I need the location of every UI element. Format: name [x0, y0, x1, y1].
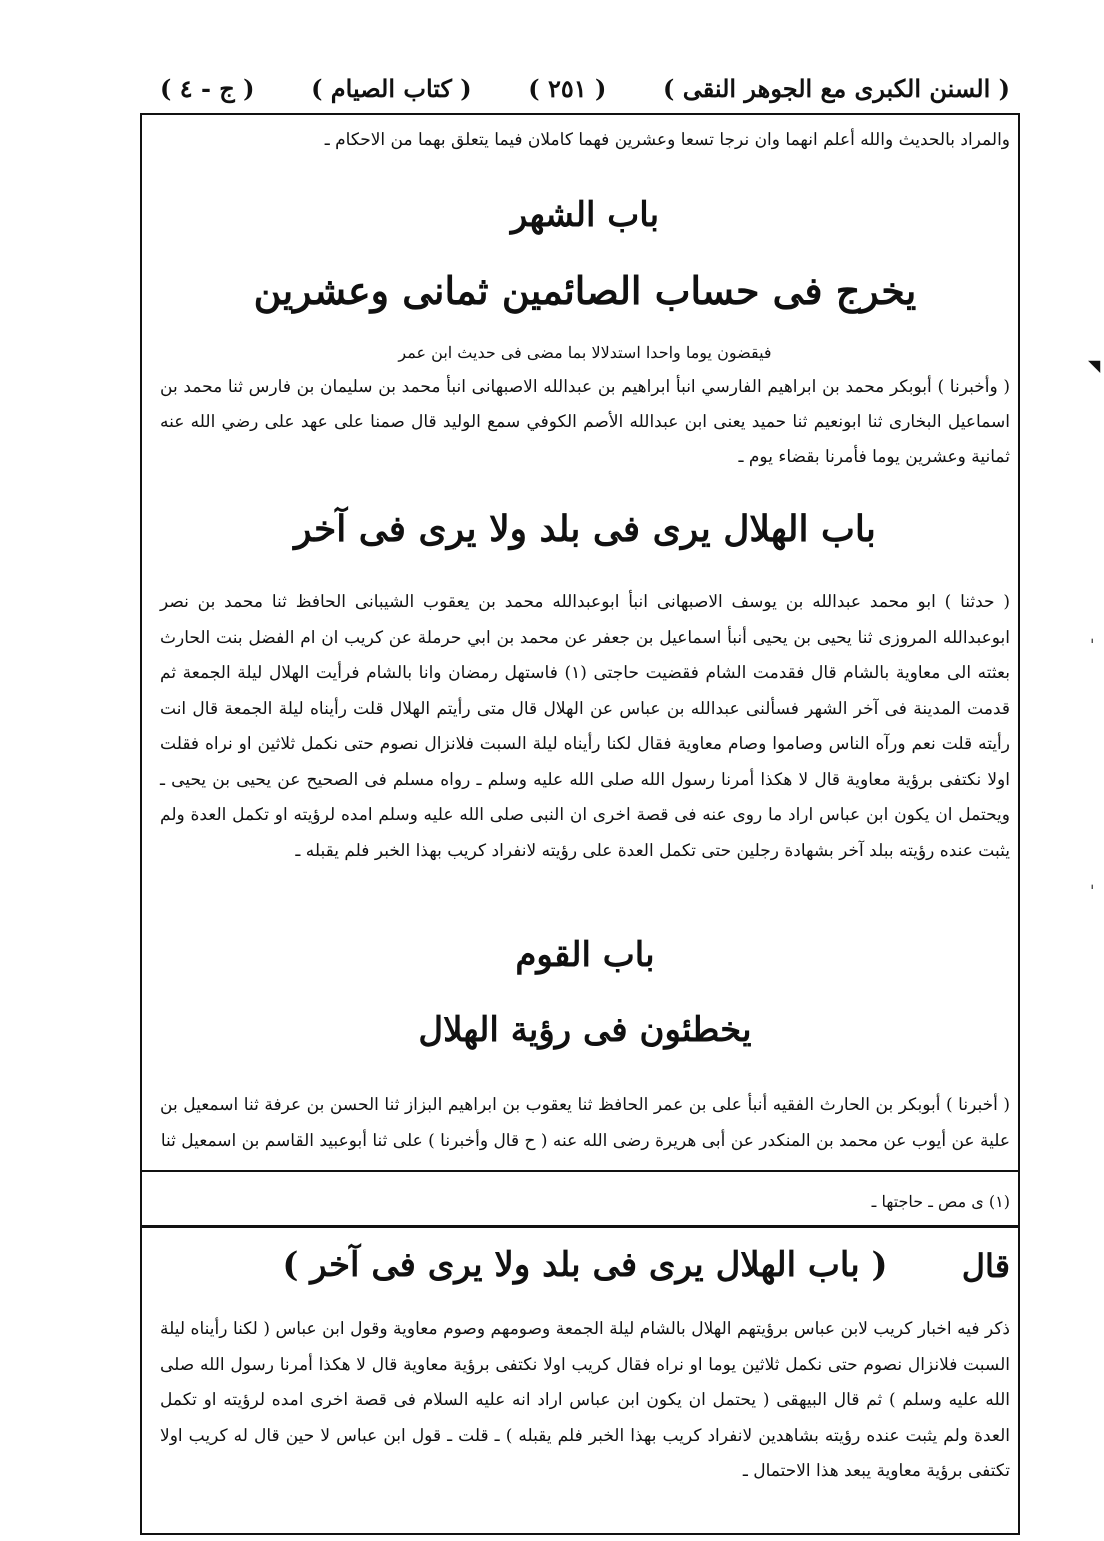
- commentary-qala: قال: [961, 1247, 1010, 1285]
- header-book-title: ( السنن الكبرى مع الجوهر النقى ): [662, 73, 1010, 103]
- header-page-number: ( ٢٥١ ): [528, 73, 607, 103]
- margin-mark-3: ˈ: [1090, 882, 1095, 901]
- running-header: [160, 68, 1010, 108]
- section3-body: ( أخبرنا ) أبوبكر بن الحارث الفقيه أنبأ على بن عمر الحافظ ثنا يعقوب بن ابراهيم البزاز ثنا الحسن بن عرفة ثنا اسمعيل بن علية عن أيوب عن محمد بن المنكدر عن أبى هريرة رضى الله عنه ( ح قال وأخبرنا ) على ثنا أبوعبيد القاسم بن اسمعيل ثنا: [160, 1095, 1010, 1151]
- header-volume: ( ج - ٤ ): [160, 73, 255, 103]
- section2-title: باب الهلال يرى فى بلد ولا يرى فى آخر: [294, 508, 876, 550]
- section1-title-line2: يخرج فى حساب الصائمين ثمانى وعشرين: [253, 268, 917, 313]
- footnote-divider: [140, 1170, 1020, 1172]
- commentary-body: ذكر فيه اخبار كريب لابن عباس برؤيتهم الهلال بالشام ليلة الجمعة وصومهم وصوم معاوية وقول ابن عباس ( لكنا رأيناه ليلة السبت فلانزال نصوم حتى نكمل ثلاثين يوما او نراه فقال كريب اولا نكتفى برؤية معاوية قال لا هكذا أمرنا رسول الله صلى الله عليه وسلم ) ثم قال البيهقى ( يحتمل ان يكون ابن عباس اراد انه عليه السلام فى قصة اخرى امده لرؤيته او تكمل العدة ولم يثبت عنده رؤيته بشاهدين لانفراد كريب بهذا الخبر فلم يقبله ) ـ قلت ـ قول ابن عباس لا حين قال له كريب اولا تكتفى برؤية معاوية يبعد هذا الاحتمال ـ: [160, 1319, 1010, 1481]
- commentary-heading: [160, 1245, 1010, 1305]
- section1-title: باب الشهر: [510, 195, 660, 235]
- lead-paragraph: والمراد بالحديث والله أعلم انهما وان نرجا تسعا وعشرين فهما كاملان فيما يتعلق بهما من الاحكام ـ: [324, 130, 1010, 150]
- header-chapter: ( كتاب الصيام ): [311, 73, 472, 103]
- section3-title-line2: يخطئون فى رؤية الهلال: [418, 1010, 752, 1050]
- frame-top-rule: [140, 113, 1020, 115]
- section3-title: باب القوم: [515, 935, 655, 975]
- frame-right-rule: [1018, 113, 1020, 1535]
- commentary-title: ( باب الهلال يرى فى بلد ولا يرى فى آخر ): [282, 1245, 888, 1285]
- section2-body: ( حدثنا ) ابو محمد عبدالله بن يوسف الاصبهانى انبأ ابوعبدالله محمد بن يعقوب الشيبانى الحافظ ثنا محمد بن نصر ابوعبدالله المروزى ثنا يحيى بن يحيى أنبأ اسماعيل بن جعفر عن محمد بن ابي حرملة عن كريب ان ام الفضل بنت الحارث بعثته الى معاوية بالشام قال فقدمت الشام فقضيت حاجتى (١) فاستهل رمضان وانا بالشام فرأيت الهلال ليلة الجمعة ثم قدمت المدينة فى آخر الشهر فسألنى عبدالله بن عباس عن الهلال قال متى رأيتم الهلال قلت رأيناه ليلة الجمعة قال انت رأيته قلت نعم ورآه الناس وصاموا وصام معاوية فقال لكنا رأيناه ليلة السبت فلانزال نصوم حتى نكمل ثلاثين او نراه فقلت اولا نكتفى برؤية معاوية قال لا هكذا أمرنا رسول الله صلى الله عليه وسلم ـ رواه مسلم فى الصحيح عن يحيى بن يحيى ـ ويحتمل ان يكون ابن عباس اراد ما روى عنه فى قصة اخرى ان النبى صلى الله عليه وسلم امده لرؤيته او تكمل العدة ولم يثبت عنده رؤيته ببلد آخر بشهادة رجلين حتى تكمل العدة على رؤيته لانفراد كريب بهذا الخبر فلم يقبله ـ: [160, 592, 1010, 861]
- commentary-divider: [140, 1225, 1020, 1228]
- footnote: (١) ى مص ـ حاجتها ـ: [871, 1192, 1010, 1211]
- margin-mark-2: ˈ: [1090, 636, 1095, 655]
- section1-body: ( وأخبرنا ) أبوبكر محمد بن ابراهيم الفارسي انبأ ابراهيم بن عبدالله الاصبهانى انبأ محمد بن سليمان بن فارس ثنا محمد بن اسماعيل البخارى ثنا ابونعيم ثنا حميد يعنى ابن عبدالله الأصم الكوفي سمع الوليد قال صمنا على عهد على رضي الله عنه ثمانية وعشرين يوما فأمرنا بقضاء يوم ـ: [160, 377, 1010, 467]
- margin-mark-1: ◥: [1088, 356, 1101, 375]
- frame-left-rule: [140, 113, 142, 1535]
- section1-subtitle: فيقضون يوما واحدا استدلالا بما مضى فى حديث ابن عمر: [398, 343, 772, 362]
- frame-bottom-rule: [140, 1533, 1020, 1535]
